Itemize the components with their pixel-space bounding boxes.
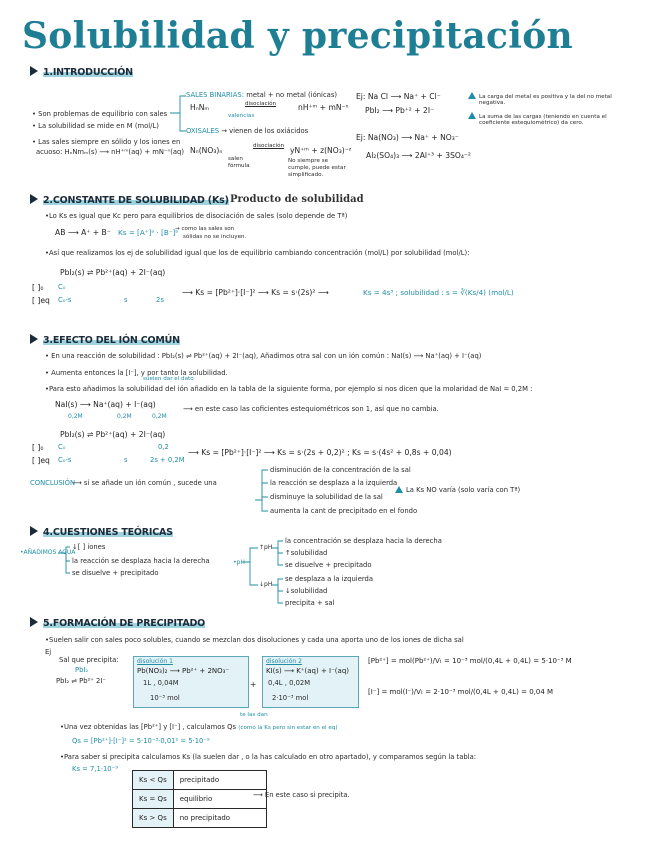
s2-ks-result: Ks = 4s³ ; solubilidad : s = ∛(Ks/4) (mol/L): [363, 288, 514, 297]
section-2-subtitle: Producto de solubilidad: [230, 194, 364, 205]
s3-roweq-s: s: [124, 456, 128, 464]
s3-row0-02: 0,2: [158, 443, 169, 451]
s5-sal-prec-formula: PbI₂: [75, 666, 89, 674]
d2-mol: 2·10⁻³ mol: [272, 694, 309, 702]
table-row: [133, 790, 267, 809]
ex-nano3: Ej: Na(NO₃) ⟶ Na⁺ + NO₃⁻: [356, 133, 459, 142]
oxisal-note-1: No siempre se: [288, 158, 329, 164]
triangle-bullet-icon: [30, 66, 38, 76]
s4-d2: ↓solubilidad: [285, 587, 328, 595]
s5-ej: Ej: [45, 648, 52, 656]
s2-ks-general: Ks = [A⁺]ᵃ · [B⁻]ᵇ: [118, 228, 179, 237]
s2-ks-calc: ⟶ Ks = [Pb²⁺]·[I⁻]² ⟶ Ks = s·(2s)² ⟶: [182, 288, 329, 297]
note-1b: negativa.: [479, 100, 506, 106]
s3-roweq-c0s: C₀-s: [58, 456, 72, 464]
d2-title: disolución 2: [266, 658, 302, 665]
s1-bullet-2: • La solubilidad se mide en M (mol/L): [32, 122, 159, 130]
table-cond: Ks < Qs: [133, 771, 174, 790]
page-title: Solubilidad y precipitación: [22, 15, 574, 57]
s4-d3: precipita + sal: [285, 599, 335, 607]
table-cond: Ks > Qs: [133, 809, 174, 828]
sal-binaria-formula: HₙNₘ: [190, 103, 210, 112]
table-cond: Ks = Qs: [133, 790, 174, 809]
table-result: no precipitado: [173, 809, 266, 828]
s3-bullet-3: •Para esto añadimos la solubilidad del ión añadido en la tabla de la siguiente forma, por ejemplo si nos dicen que la molaridad de NaI = 0,2M :: [45, 385, 533, 393]
qs-calculation: Qs = [Pb²⁺]·[I⁻]² = 5·10⁻³·0,01² = 5·10⁻⁹: [72, 737, 210, 745]
note-1a-text: La carga del metal es positiva y la del no metal: [479, 94, 612, 100]
s2-row0-label: [ ]₀: [32, 283, 44, 292]
s2-bullet-2: •Así que realizamos los ej de solubilidad igual que los de equilibrio cambiando concentración (mol/L) por solubilidad (mol/L):: [45, 249, 470, 257]
ex-nacl: Ej: Na Cl ⟶ Na⁺ + Cl⁻: [356, 92, 441, 101]
s3-ks-calc: ⟶ Ks = [Pb²⁺]·[I⁻]² ⟶ Ks = s·(2s + 0,2)² ; Ks = s·(4s² + 0,8s + 0,04): [188, 448, 452, 457]
section-5-header: [30, 617, 205, 630]
table-row: [133, 809, 267, 828]
sal-binaria-title: SALES BINARIAS:: [186, 91, 245, 99]
s5-final: ⟶ En este caso si precipita.: [253, 791, 350, 799]
note-2b: coeficiente estequiométrico) da cero.: [479, 120, 584, 126]
s2-ks-note-2: sólidas no se incluyen.: [183, 234, 247, 240]
d1-title: disolución 1: [137, 658, 173, 665]
oxisales-title: OXISALES: [186, 127, 220, 135]
triangle-bullet-icon: [30, 194, 38, 204]
s3-reaction: PbI₂(s) ⇌ Pb²⁺(aq) + 2I⁻(aq): [60, 430, 166, 439]
s4-ph: •pH: [233, 559, 245, 566]
ex-al2so43: Al₂(SO₄)₃ ⟶ 2Al⁺³ + 3SO₄⁻²: [366, 151, 471, 160]
s3-nai-v3: 0,2M: [152, 413, 167, 420]
s2-roweq-s: s: [124, 296, 128, 304]
s1-bullet-1: • Son problemas de equilibrio con sales: [32, 110, 168, 118]
oxisal-salen: salen: [228, 156, 243, 162]
sal-binaria-desc: metal + no metal (iónicas): [246, 91, 338, 99]
note-2a-text: La suma de las cargas (teniendo en cuenta el: [479, 114, 607, 120]
s2-reaction: PbI₂(s) ⇌ Pb²⁺(aq) + 2I⁻(aq): [60, 268, 166, 277]
s3-c4: aumenta la cant de precipitado en el fondo: [270, 507, 418, 515]
s3-bullet-1: • En una reacción de solubilidad : PbI₂(s) ⇌ Pb²⁺(aq) + 2I⁻(aq), Añadimos otra sal con un ión común : NaI(s) ⟶ Na⁺(aq) + I⁻(aq): [45, 352, 482, 360]
s2-eq-ab: AB ⟶ A⁺ + B⁻: [55, 228, 111, 237]
i-concentration: [I⁻] = mol(I⁻)/Vₜ = 2·10⁻³ mol/(0,4L + 0,4L) = 0,04 M: [368, 688, 554, 696]
section-2-title: 2.CONSTANTE DE SOLUBILIDAD (Ks): [43, 195, 229, 206]
s3-c2: la reacción se desplaza a la izquierda: [270, 479, 398, 487]
oxisal-form: fórmula: [228, 163, 250, 169]
d1-reaction: Pb(NO₃)₂ ⟶ Pb²⁺ + 2NO₃⁻: [137, 667, 230, 675]
section-1-title: 1.INTRODUCCIÓN: [43, 67, 133, 78]
s5-bullet-1: •Suelen salir con sales poco solubles, cuando se mezclan dos disoluciones y cada una aporta uno de los iones de dicha sal: [45, 636, 464, 644]
s5-sal-prec: Sal que precipita:: [59, 656, 119, 664]
section-3-title: 3.EFECTO DEL IÓN COMÚN: [43, 335, 180, 346]
section-4-header: [30, 526, 173, 539]
triangle-bullet-icon: [30, 334, 38, 344]
oxisal-products: yN⁺ᵐ + z(NO₃)⁻ᶻ: [290, 146, 352, 155]
sal-binaria-valencias: valencias: [228, 113, 255, 119]
s3-row0-c0: C₀: [58, 443, 66, 451]
s4-a1: ↓[ ] iones: [72, 543, 106, 551]
s2-row0-c0: C₀: [58, 283, 66, 291]
s4-a2: la reacción se desplaza hacia la derecha: [72, 557, 210, 565]
s5-bullet-2-text: •Una vez obtenidas las [Pb²⁺] y [I⁻] , calculamos Qs: [60, 723, 237, 731]
s3-nai-v2: 0,2M: [117, 413, 132, 420]
oxisales-label: [186, 127, 308, 135]
ex-pbi2: PbI₂ ⟶ Pb⁺² + 2I⁻: [365, 106, 435, 115]
warning-icon: [468, 92, 476, 99]
sal-binaria-label: [186, 91, 337, 99]
s5-bullet-2-note: (como la Ks pero sin estar en el eq): [238, 725, 338, 731]
te-las-dan: te las dan: [240, 712, 268, 718]
pb-concentration: [Pb²⁺] = mol(Pb²⁺)/Vₜ = 10⁻³ mol/(0,4L + 0,4L) = 5·10⁻³ M: [368, 657, 572, 665]
s4-d1: se desplaza a la izquierda: [285, 575, 374, 583]
s3-roweq-label: [ ]eq: [32, 456, 50, 465]
s4-agua: •AÑADIMOS AGUA: [20, 549, 76, 556]
triangle-bullet-icon: [30, 617, 38, 627]
s2-bullet-1: •Lo Ks es igual que Kc pero para equilibrios de disociación de sales (solo depende de Tª): [45, 212, 348, 220]
s3-note: [395, 486, 520, 494]
s3-row0-label: [ ]₀: [32, 443, 44, 452]
s2-ks-note-1: → como las sales son: [175, 226, 235, 232]
s1-bullet-3a: • Las sales siempre en sólido y los iones en: [32, 138, 181, 146]
oxisal-note-2: cumple, puede estar: [288, 165, 346, 171]
s3-note-top: suelen dar el dato: [143, 376, 194, 382]
s3-c1: disminución de la concentración de la sal: [270, 466, 411, 474]
s4-ph-down: ↓pH: [259, 581, 273, 588]
s3-nai-v1: 0,2M: [68, 413, 83, 420]
s5-pbi2-reaction: PbI₂ ⇌ Pb²⁺ 2I⁻: [56, 677, 106, 685]
oxisales-desc: → vienen de los oxiácidos: [221, 127, 309, 135]
s2-roweq-c0s: C₀-s: [58, 296, 72, 304]
sal-binaria-products: nH⁺ᵐ + mN⁻ⁿ: [298, 103, 349, 112]
d1-mol: 10⁻³ mol: [150, 694, 180, 702]
d1-volume: 1L , 0,04M: [143, 679, 179, 687]
section-4-title: 4.CUESTIONES TEÓRICAS: [43, 527, 173, 538]
d2-reaction: KI(s) ⟶ K⁺(aq) + I⁻(aq): [266, 667, 349, 675]
table-result: precipitado: [173, 771, 266, 790]
table-result: equilibrio: [173, 790, 266, 809]
s2-roweq-2s: 2s: [156, 296, 164, 304]
s3-bullet-2: • Aumenta entonces la [I⁻], y por tanto la solubilidad.: [45, 369, 228, 377]
warning-icon: [468, 112, 476, 119]
s3-conclusion-text: ⟶ si se añade un ión común , sucede una: [72, 479, 217, 487]
s3-roweq-2s: 2s + 0,2M: [150, 456, 185, 464]
oxisal-note-3: simplificado.: [288, 172, 324, 178]
s4-u2: ↑solubilidad: [285, 549, 328, 557]
oxisal-formula: Nₙ(NO₃)ₙ: [190, 146, 223, 155]
s3-c3: disminuye la solubilidad de la sal: [270, 493, 383, 501]
triangle-bullet-icon: [30, 526, 38, 536]
s3-nai-reaction: NaI(s) ⟶ Na⁺(aq) + I⁻(aq): [55, 400, 156, 409]
section-3-header: [30, 334, 180, 347]
oxisal-dis: disociación: [253, 143, 285, 149]
s5-bullet-2: [60, 723, 338, 732]
s2-roweq-label: [ ]eq: [32, 296, 50, 305]
warning-icon: [395, 486, 403, 493]
s3-conclusion-label: CONCLUSIÓN: [30, 479, 76, 487]
table-row: [133, 771, 267, 790]
sal-binaria-dis: disociación: [245, 101, 277, 107]
s3-nai-note: ⟶ en este caso las coficientes estequiométricos son 1, así que no cambia.: [183, 405, 439, 413]
ks-value: Ks = 7,1·10⁻⁹: [72, 765, 118, 773]
s4-u3: se disuelve + precipitado: [285, 561, 372, 569]
comparison-table: [132, 770, 267, 828]
s1-bullet-3b: acuoso: HₙNmₘ(s) ⟶ nH⁺ᵐ(aq) + mN⁻ⁿ(aq): [36, 148, 185, 156]
section-5-title: 5.FORMACIÓN DE PRECIPITADO: [43, 618, 206, 629]
s4-ph-up: ↑pH: [259, 544, 273, 551]
s3-note-text: La Ks NO varía (solo varía con Tª): [406, 486, 521, 494]
s4-a3: se disuelve + precipitado: [72, 569, 159, 577]
s5-bullet-3: •Para saber si precipita calculamos Ks (la suelen dar , o la has calculado en otro apartado), y comparamos según la tabla:: [60, 753, 477, 761]
plus-sign: +: [250, 680, 257, 689]
section-1-header: [30, 66, 133, 79]
d2-volume: 0,4L , 0,02M: [268, 679, 311, 687]
s4-u1: la concentración se desplaza hacia la derecha: [285, 537, 442, 545]
section-2-header: [30, 194, 229, 207]
